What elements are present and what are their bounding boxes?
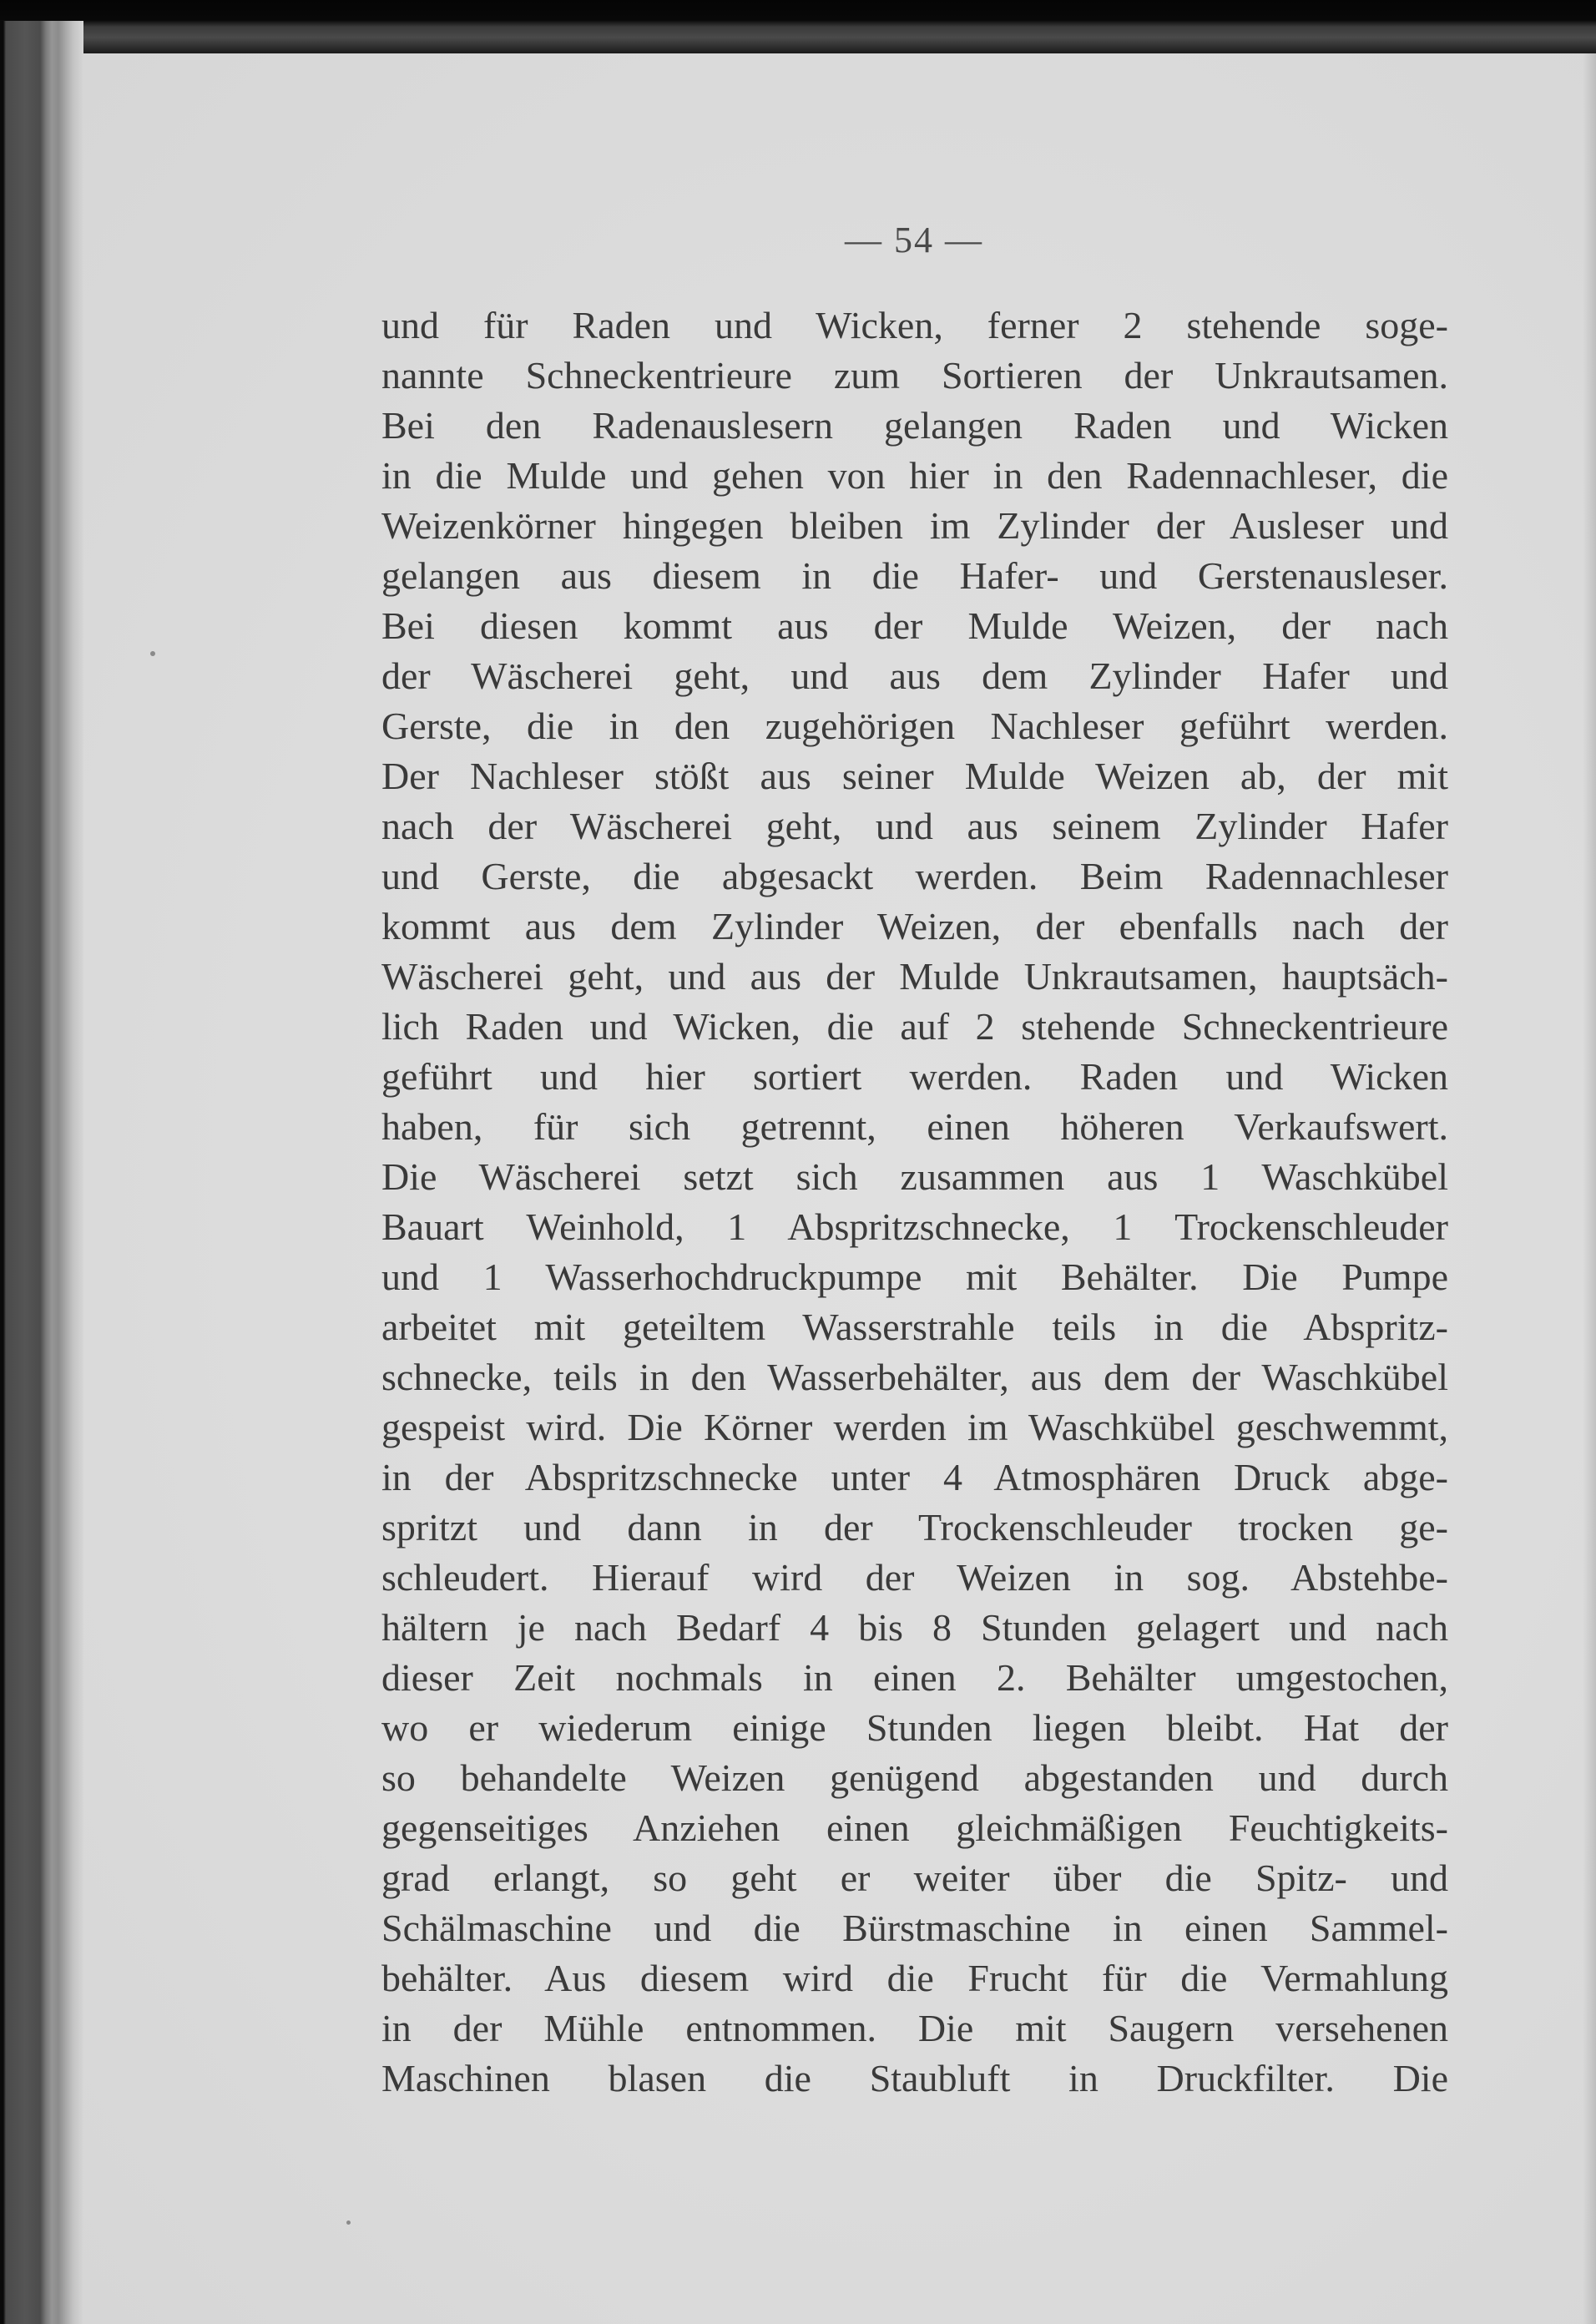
text-line-content: Gerste, die in den zugehörigen Nachleser geführt werden.	[381, 705, 1448, 747]
text-line	[381, 1402, 1448, 1452]
text-line	[381, 301, 1448, 351]
text-line-content: Bei den Radenauslesern gelangen Raden und Wicken	[381, 404, 1448, 447]
text-line	[381, 1603, 1448, 1653]
text-line-content: gespeist wird. Die Körner werden im Waschkübel geschwemmt,	[381, 1406, 1448, 1448]
paper-speck	[346, 2220, 351, 2225]
text-line	[381, 851, 1448, 902]
text-line-content: schnecke, teils in den Wasserbehälter, aus dem der Waschkübel	[381, 1356, 1448, 1398]
text-line-content: Die Wäscherei setzt sich zusammen aus 1 Waschkübel	[381, 1155, 1448, 1198]
text-line-content: arbeitet mit geteiltem Wasserstrahle teils in die Abspritz-	[381, 1306, 1448, 1348]
text-line-content: dieser Zeit nochmals in einen 2. Behälter umgestochen,	[381, 1656, 1448, 1699]
text-line-content: lich Raden und Wicken, die auf 2 stehende Schneckentrieure	[381, 1005, 1448, 1048]
text-line-content: Bauart Weinhold, 1 Abspritzschnecke, 1 Trockenschleuder	[381, 1205, 1448, 1248]
text-line-content: in der Mühle entnommen. Die mit Saugern versehenen	[381, 2007, 1448, 2049]
text-line	[381, 1202, 1448, 1252]
text-line	[381, 651, 1448, 701]
text-line-content: und Gerste, die abgesackt werden. Beim Radennachleser	[381, 855, 1448, 897]
text-line	[381, 2054, 1448, 2104]
text-line	[381, 451, 1448, 501]
text-line-content: nach der Wäscherei geht, und aus seinem Zylinder Hafer	[381, 805, 1448, 847]
text-line-content: Bei diesen kommt aus der Mulde Weizen, der nach	[381, 604, 1448, 647]
text-line	[381, 751, 1448, 801]
text-line-content: Maschinen blasen die Staubluft in Druckfilter. Die	[381, 2057, 1448, 2099]
text-line	[381, 1753, 1448, 1803]
text-line-content: in die Mulde und gehen von hier in den Radennachleser, die	[381, 454, 1448, 497]
text-line-content: Wäscherei geht, und aus der Mulde Unkrautsamen, hauptsäch-	[381, 955, 1448, 998]
body-text	[381, 301, 1448, 2104]
text-line	[381, 1252, 1448, 1302]
paper-speck	[150, 651, 155, 656]
text-line-content: in der Abspritzschnecke unter 4 Atmosphären Druck abge-	[381, 1456, 1448, 1498]
text-line	[381, 1102, 1448, 1152]
text-line-content: geführt und hier sortiert werden. Raden und Wicken	[381, 1055, 1448, 1098]
text-line	[381, 1553, 1448, 1603]
text-line-content: behälter. Aus diesem wird die Frucht für die Vermahlung	[381, 1957, 1448, 1999]
text-line	[381, 551, 1448, 601]
text-line	[381, 801, 1448, 851]
text-line-content: wo er wiederum einige Stunden liegen bleibt. Hat der	[381, 1706, 1448, 1749]
book-spine-edge	[0, 21, 83, 2324]
text-line	[381, 501, 1448, 551]
text-line	[381, 1152, 1448, 1202]
text-line-content: Schälmaschine und die Bürstmaschine in einen Sammel-	[381, 1907, 1448, 1949]
text-line-content: grad erlangt, so geht er weiter über die Spitz- und	[381, 1857, 1448, 1899]
text-line-content: spritzt und dann in der Trockenschleuder trocken ge-	[381, 1506, 1448, 1548]
text-line	[381, 1452, 1448, 1503]
text-line	[381, 902, 1448, 952]
text-line-content: gegenseitiges Anziehen einen gleichmäßigen Feuchtigkeits-	[381, 1806, 1448, 1849]
text-line	[381, 1653, 1448, 1703]
text-line	[381, 1703, 1448, 1753]
text-line-content: schleudert. Hierauf wird der Weizen in sog. Abstehbe-	[381, 1556, 1448, 1599]
text-line-content: so behandelte Weizen genügend abgestanden und durch	[381, 1756, 1448, 1799]
scan-top-edge	[0, 0, 1596, 58]
text-line	[381, 1052, 1448, 1102]
page-number: — 54 —	[845, 220, 983, 260]
text-line-content: und für Raden und Wicken, ferner 2 stehende soge-	[381, 304, 1448, 346]
text-line	[381, 1803, 1448, 1853]
text-line-content: der Wäscherei geht, und aus dem Zylinder Hafer und	[381, 654, 1448, 697]
text-line	[381, 351, 1448, 401]
text-line	[381, 1953, 1448, 2003]
text-line-content: haben, für sich getrennt, einen höheren Verkaufswert.	[381, 1105, 1448, 1148]
text-line	[381, 1352, 1448, 1402]
text-line	[381, 1853, 1448, 1903]
text-line	[381, 401, 1448, 451]
text-line	[381, 1903, 1448, 1953]
text-line-content: nannte Schneckentrieure zum Sortieren der Unkrautsamen.	[381, 354, 1448, 397]
text-line	[381, 601, 1448, 651]
text-line-content: gelangen aus diesem in die Hafer- und Gerstenausleser.	[381, 554, 1448, 597]
text-line-content: Weizenkörner hingegen bleiben im Zylinder der Ausleser und	[381, 504, 1448, 547]
text-line	[381, 1302, 1448, 1352]
text-line-content: kommt aus dem Zylinder Weizen, der ebenfalls nach der	[381, 905, 1448, 947]
text-line-content: hältern je nach Bedarf 4 bis 8 Stunden gelagert und nach	[381, 1606, 1448, 1649]
text-line	[381, 1002, 1448, 1052]
text-line	[381, 2003, 1448, 2054]
text-line-content: Der Nachleser stößt aus seiner Mulde Weizen ab, der mit	[381, 755, 1448, 797]
text-line	[381, 701, 1448, 751]
text-line-content: und 1 Wasserhochdruckpumpe mit Behälter. Die Pumpe	[381, 1255, 1448, 1298]
text-line	[381, 1503, 1448, 1553]
text-line	[381, 952, 1448, 1002]
